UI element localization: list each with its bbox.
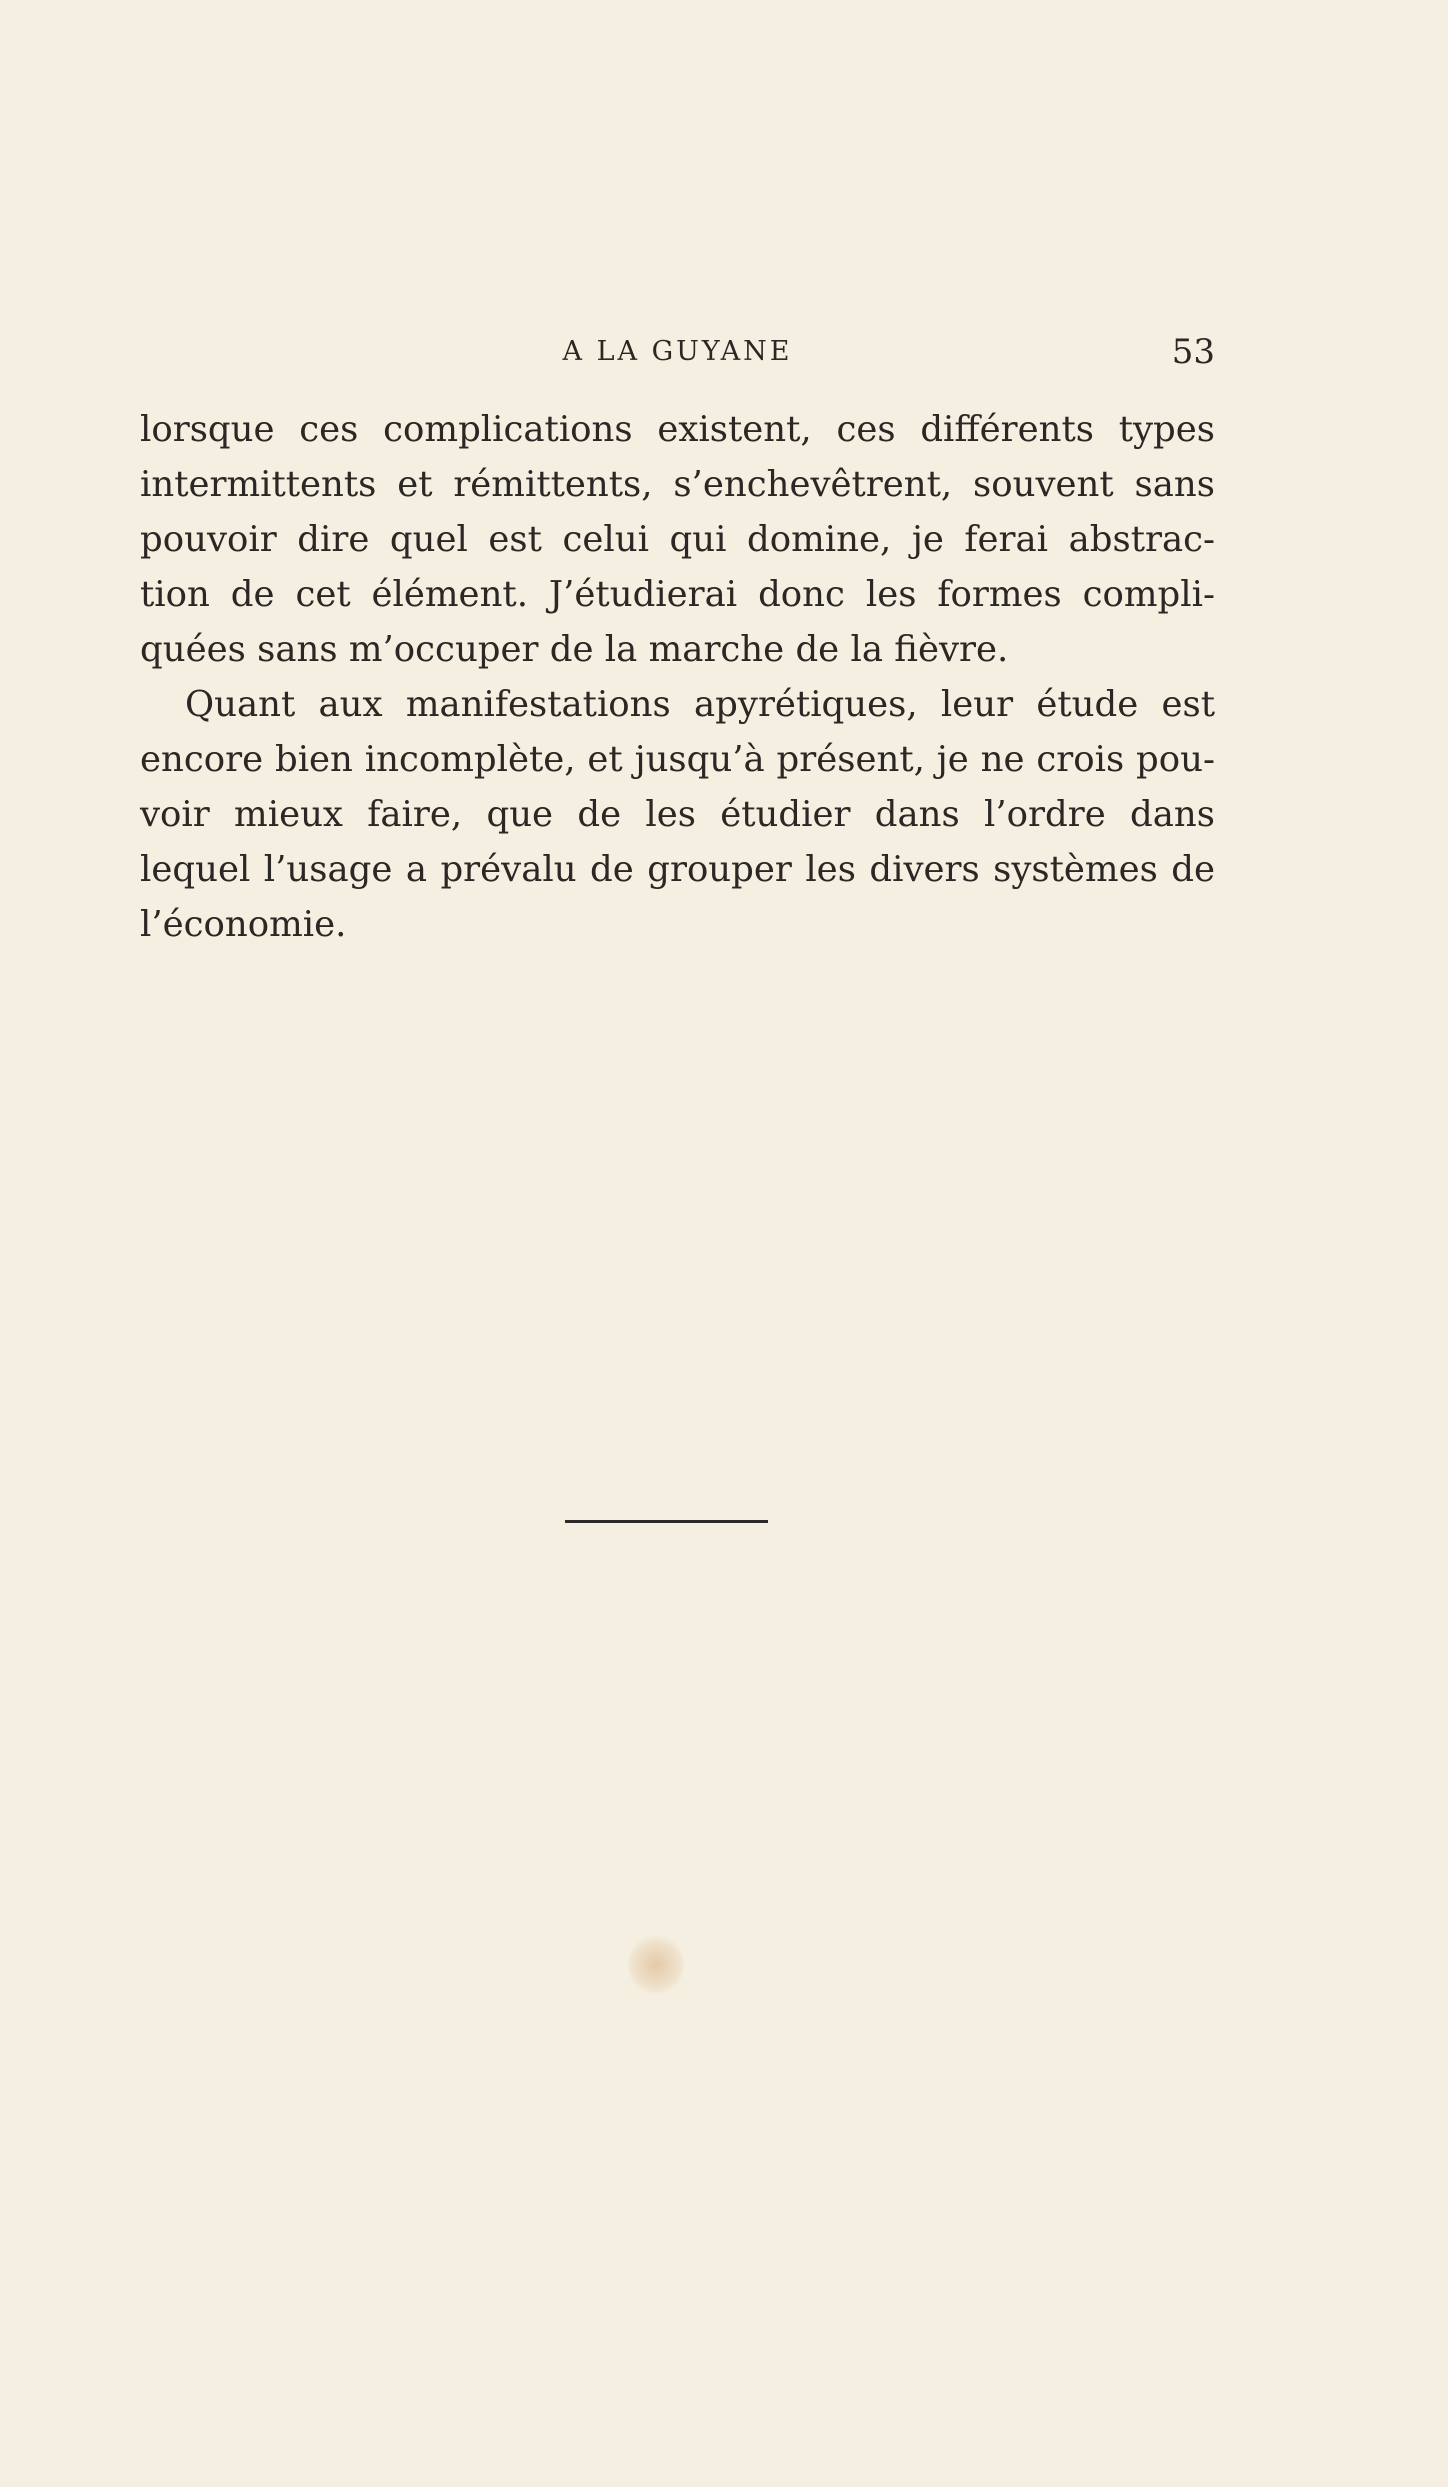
paragraph-1 — [140, 402, 1215, 677]
running-head-title: A LA GUYANE — [562, 336, 793, 367]
text-line: lorsque ces complications existent, ces différents types — [140, 409, 1215, 450]
paragraph-2 — [140, 677, 1215, 952]
text-line: voir mieux faire, que de les étudier dans l’ordre dans — [140, 794, 1215, 835]
text-line: pouvoir dire quel est celui qui domine, je ferai abstrac- — [140, 519, 1215, 560]
page-number: 53 — [1171, 332, 1215, 372]
paper-stain — [628, 1935, 684, 1995]
text-line: lequel l’usage a prévalu de grouper les divers systèmes de — [140, 849, 1215, 890]
section-end-rule — [565, 1520, 768, 1523]
text-line: Quant aux manifestations apyrétiques, leur étude est — [185, 684, 1215, 725]
text-line: quées sans m’occuper de la marche de la fièvre. — [140, 629, 1009, 670]
text-line: encore bien incomplète, et jusqu’à présent, je ne crois pou- — [140, 739, 1215, 780]
body-text — [140, 402, 1215, 952]
text-line: intermittents et rémittents, s’enchevêtrent, souvent sans — [140, 464, 1215, 505]
running-head — [140, 328, 1215, 376]
text-line: tion de cet élément. J’étudierai donc les formes compli- — [140, 574, 1215, 615]
text-line: l’économie. — [140, 904, 347, 945]
